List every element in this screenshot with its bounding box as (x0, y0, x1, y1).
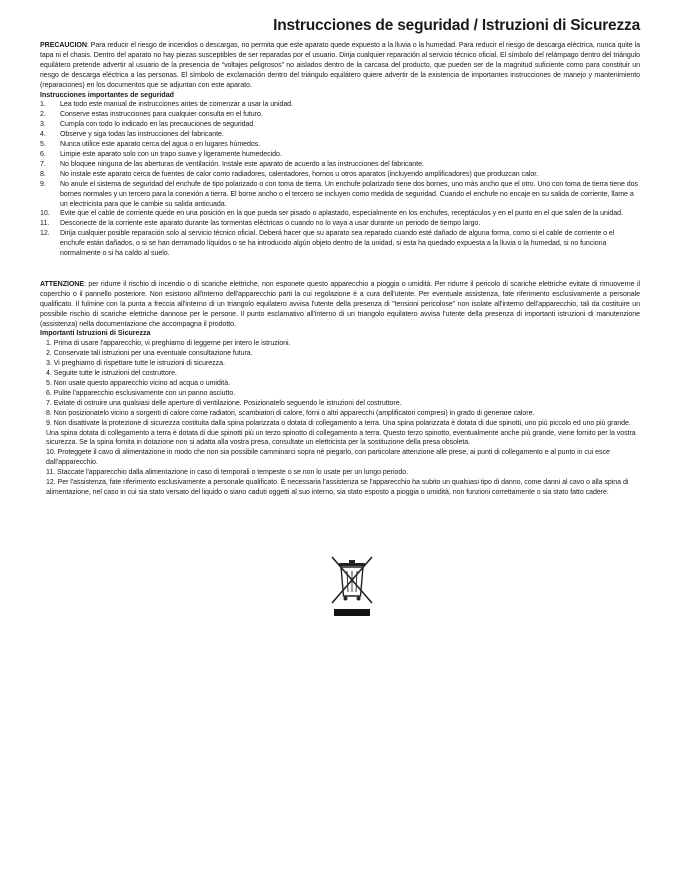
item-text: Limpie este aparato solo con un trapo suave y ligeramente humedecido. (60, 150, 282, 158)
spanish-warning-text: : Para reducir el riesgo de incendios o descargas, no permita que este aparato quede expuesto a la lluvia o la humedad. Para reducir el riesgo de descarga eléctrica, nunca quite la tapa ni el chasis. Dentro del aparato no hay piezas susceptibles de ser reparadas por el usuario. Dirija cualquier reparación al servicio técnico oficial. El símbolo del relámpago dentro del triángulo equilátero pretende advertir al usuario de la presencia de “voltajes peligrosos” no aislados dentro de la carcasa del producto, que pueden ser de la magnitud suficiente como para constituir un riesgo de descarga eléctrica a las personas. El símbolo de exclamación dentro del triángulo equilátero quiere advertir de la existencia de importantes instrucciones de manejo y mantenimiento (reparaciones) en los documentos que se adjuntan con este aparato. (40, 42, 640, 89)
item-number: 5. (46, 380, 52, 387)
item-number: 10. (46, 449, 56, 457)
list-item (40, 160, 640, 170)
item-number: 2. (46, 350, 52, 358)
item-text: Seguite tutte le istruzioni del costruttore. (53, 370, 177, 378)
list-item (40, 448, 640, 468)
list-item (40, 339, 640, 349)
item-number: 3. (46, 360, 52, 368)
item-number: 6. (46, 389, 52, 397)
item-number: 9. (46, 419, 52, 427)
list-item (40, 170, 640, 180)
item-number: 5. (40, 141, 46, 149)
item-text: Non usate questo apparecchio vicino ad acqua o umidità. (53, 380, 230, 387)
list-item (40, 399, 640, 409)
list-item (40, 209, 640, 219)
italian-instruction-list (40, 339, 640, 498)
item-text: Proteggete il cavo di alimentazione in modo che non sia possibile camminarci sopra né piegarlo, con particolare attenzione alle prese, ai punti di collegamento e al punto in cui esce dall'apparecchio. (46, 449, 610, 467)
item-text: Vi preghiamo di rispettare tutte le istruzioni di sicurezza. (53, 360, 225, 368)
list-item (40, 219, 640, 229)
item-text: Evitate di ostruire una qualsiasi delle aperture di ventilazione. Posizionatelo seguendo le istruzioni del costruttore. (53, 399, 402, 407)
item-number: 3. (40, 121, 46, 129)
italian-warning-paragraph (40, 280, 640, 330)
list-item (40, 110, 640, 120)
italian-warning-text: : per ridurre il rischio di incendio o di scariche elettriche, non esponete questo apparecchio a pioggia o umidità. Per ridurre il pericolo di scariche elettriche evitate di rimuoverne il coperchio o il pannello posteriore. Non esistono all'interno dell'apparecchio parti la cui regolazione è a cura dell'utente. Per eventuale assistenza, fate riferimento esclusivamente a personale qualificato. Il fulmine con la punta a freccia all'interno di un triangolo equilatero avvisa l'utente della presenza di "tensioni pericolose" non isolate all'interno dell'apparecchio, tali da costituire un possibile rischio di scariche elettriche dannose per le persone. Il punto esclamativo all'interno di un triangolo equilatero avvisa l'utente della presenza di importanti istruzioni di manutenzione (assistenza) nella documentazione che accompagna il prodotto. (40, 280, 640, 328)
item-number: 4. (46, 370, 52, 378)
item-text: No bloquee ninguna de las aberturas de ventilación. Instale este aparato de acuerdo a las instrucciones del fabricante. (60, 160, 424, 168)
list-item (40, 478, 640, 498)
italian-section (40, 280, 640, 498)
spanish-section (40, 41, 640, 259)
item-text: No instale este aparato cerca de fuentes de calor como radiadores, calentadores, hornos u otros aparatos (incluyendo amplificadores) que produzcan calor. (60, 170, 539, 178)
spanish-heading: Instrucciones importantes de seguridad (40, 91, 174, 99)
safety-instructions-page (40, 16, 640, 498)
item-number: 8. (40, 170, 46, 178)
list-item (40, 468, 640, 478)
item-text: Prima di usare l'apparecchio, vi preghiamo di leggerne per intero le istruzioni. (53, 340, 291, 348)
list-item (40, 140, 640, 150)
item-text: Conserve estas instrucciones para cualquier consulta en el futuro. (60, 111, 263, 119)
list-item (40, 120, 640, 130)
item-text: Nunca utilice este aparato cerca del agua o en lugares húmedos. (60, 141, 261, 149)
item-text: No anule el sistema de seguridad del enchufe de tipo polarizado o con toma de tierra. Un enchufe polarizado tiene dos bornes, uno más ancho que el otro. Uno con toma de tierra tiene dos bornes normales y un tercero para la conexión a tierra. El borne ancho o el tercero se incluyen como medida de seguridad. Cuando el enchufe no encaje en su salida de corriente, llame a un electricista para que le cambie su salida anticuada. (60, 180, 638, 208)
page-title: Instrucciones de seguridad / Istruzioni di Sicurezza (273, 17, 640, 34)
spanish-warning-label: PRECAUCION (40, 42, 87, 49)
item-number: 12. (40, 230, 50, 238)
italian-warning-label: ATTENZIONE (40, 280, 84, 288)
item-number: 2. (40, 111, 46, 119)
list-item (40, 150, 640, 160)
section-spacer (40, 259, 640, 280)
item-number: 1. (46, 340, 52, 348)
spanish-instruction-list (40, 100, 640, 259)
list-item (40, 180, 640, 210)
item-number: 4. (40, 131, 46, 139)
item-text: Dirija cualquier posible reparación solo al servicio técnico oficial. Deberá hacer que su aparato sea reparado cuando esté dañado de alguna forma, como si el cable de corriente o el enchufe están dañados, o si se han derramado líquidos o se ha introducido algún objeto dentro de la unidad, si esta ha quedado expuesta a la lluvia o la humedad, si no funciona normalmente o si ha caído al suelo. (60, 230, 615, 258)
item-text: Non disattivate la protezione di sicurezza costituita dalla spina polarizzata o dotata di collegamento a terra. Una spina polarizzata è dotata di due spinotti, uno più piccolo ed uno più grande. Una spina dotata di collegamento a terra è dotata di due spinotti più un terzo spinotto di collegamento a terra. Questo terzo spinotto, eventualmente anche più grande, viene fornito per la vostra sicurezza. Se la spina fornita in dotazione non si adatta alla vostra presa, consultate un elettricista per la sostituzione della presa obsoleta. (46, 419, 636, 447)
list-item (40, 349, 640, 359)
item-number: 7. (40, 160, 46, 168)
item-number: 10. (40, 210, 50, 218)
item-text: Lea todo este manual de instrucciones antes de comenzar a usar la unidad. (60, 101, 293, 109)
item-number: 11. (40, 220, 50, 228)
list-item (40, 130, 640, 140)
list-item (40, 100, 640, 110)
list-item (40, 229, 640, 259)
item-text: Observe y siga todas las instrucciones del fabricante. (60, 131, 224, 139)
item-number: 6. (40, 150, 46, 158)
crossed-out-wheelie-bin-icon (329, 554, 375, 620)
item-number: 7. (46, 399, 52, 407)
item-text: Conservate tali istruzioni per una eventuale consultazione futura. (53, 350, 253, 358)
item-text: Desconecte de la corriente este aparato durante las tormentas eléctricas o cuando no lo vaya a usar durante un periodo de tiempo largo. (60, 220, 481, 228)
item-text: Evite que el cable de corriente quede en una posición en la que pueda ser pisado o aplastado, especialmente en los enchufes, receptáculos y en el punto en el que salen de la unidad. (60, 210, 623, 218)
item-number: 8. (46, 409, 52, 417)
list-item (40, 359, 640, 369)
item-text: Cumpla con todo lo indicado en las precauciones de seguridad. (60, 121, 256, 129)
item-text: Staccate l'apparecchio dalla alimentazione in caso di temporali o tempeste o se non lo usate per un lungo periodo. (57, 469, 409, 477)
italian-heading: Importanti Istruzioni di Sicurezza (40, 330, 151, 338)
spanish-warning-paragraph (40, 41, 640, 91)
list-item (40, 409, 640, 419)
item-number: 11. (46, 469, 56, 477)
item-text: Non posizionatelo vicino a sorgenti di calore come radiatori, scambiatori di calore, forni o altri apparecchi (amplificatori compresi) in grado di generare calore. (53, 409, 535, 417)
item-number: 12. (46, 479, 56, 487)
list-item (40, 379, 640, 389)
list-item (40, 389, 640, 399)
item-text: Per l'assistenza, fate riferimento esclusivamente a personale qualificato. È necessaria l'assistenza se l'apparecchio ha subito un qualsiasi tipo di danno, come danni al cavo o alla spina di alimentazione, nel caso in cui sia stato versato del liquido o siano caduti oggetti al suo interno, sia stato esposto a pioggia o umidità, non funzioni correttamente o sia stato fatto cadere. (46, 479, 629, 496)
item-text: Pulite l'apparecchio esclusivamente con un panno asciutto. (53, 389, 236, 397)
item-number: 9. (40, 180, 46, 188)
item-number: 1. (40, 101, 46, 109)
list-item (40, 369, 640, 379)
list-item (40, 419, 640, 449)
